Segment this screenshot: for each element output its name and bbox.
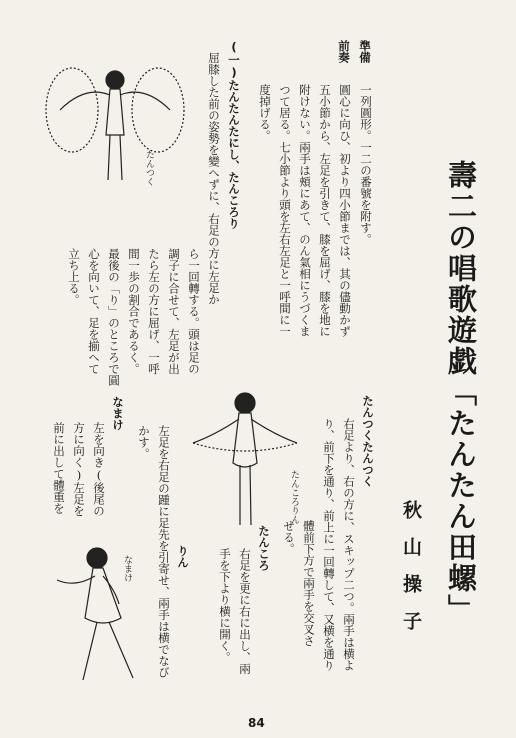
section1-line: 調子に合せて、左足が出 xyxy=(167,248,181,375)
tantsuku-line: 右足より、右の方に、スキップ二つ。兩手は横よ xyxy=(342,418,356,671)
namake-line: 方に向く)左足を xyxy=(72,422,86,517)
tantsuku-heading: たんつくたんつく xyxy=(361,395,375,487)
prep-heading: 準備 xyxy=(358,40,372,63)
prelude-line: 五小節から、左足を引きて、膝を屈げ、膝を地に xyxy=(318,84,332,337)
dancer-illustration-tantsuku xyxy=(40,55,190,205)
prelude-line: 圓心に向ひ、初より四小節までは、其の儘動かず xyxy=(338,84,352,337)
rin-line: 左足を右足の踵に足先を引寄せ、兩手は横でなび xyxy=(157,425,171,678)
section1-heading: (一)たんたんたにし、たんころり xyxy=(227,40,241,229)
section1-line: 心を向いて、足を揃へて xyxy=(87,248,101,375)
namake-line: 左を向き(後尾の xyxy=(92,422,106,517)
rin-heading: りん xyxy=(176,545,190,568)
tantsuku-line: 體前下方で兩手を交叉さ xyxy=(302,520,316,647)
figure-caption: たんころりん xyxy=(289,470,299,524)
section1-line: 屈膝した前の姿勢を變へずに、右足の方に左足か xyxy=(207,52,221,305)
section1-line: たら左の方に屈げ、一呼 xyxy=(147,248,161,375)
section1-line: 間一歩の割合であるく。 xyxy=(127,248,141,375)
tantsuku-line: せる。 xyxy=(282,520,296,555)
prep-text: 一列圓形。一二の番號を附す。 xyxy=(359,84,373,245)
figure-caption: なまけ xyxy=(122,555,132,582)
author-name: 秋山操子 xyxy=(400,500,422,648)
page-number: 84 xyxy=(248,716,265,730)
prelude-line: 度掉げる。 xyxy=(258,84,272,142)
tankoro-heading: たんころ xyxy=(257,525,271,571)
prelude-line: 附けない。兩手は頰にあて、のん氣相にうづくま xyxy=(298,84,312,337)
prelude-heading: 前奏 xyxy=(337,40,351,63)
dancer-illustration-namake xyxy=(45,540,170,690)
namake-line: 前に出して體重を xyxy=(52,422,66,514)
tankoro-line: 手を下より横に開く。 xyxy=(218,548,232,663)
article-title: 壽二の唱歌遊戯「たんたん田螺」 xyxy=(444,160,478,625)
tantsuku-line: り、前下を通り、前上に一回轉して、又横を通り xyxy=(322,418,336,671)
figure-caption: たんつく xyxy=(144,150,154,186)
section1-line: 最後の「り」のところで圓 xyxy=(107,248,121,386)
prelude-line: つて居る。七小節より頭を左右左足と一呼間に一 xyxy=(278,84,292,337)
section1-line: ら一回轉する。頭は足の xyxy=(187,248,201,375)
namake-heading: なまけ xyxy=(111,396,125,431)
tankoro-line: 右足を更に右に出し、兩 xyxy=(238,548,252,675)
rin-line: かす。 xyxy=(137,425,151,460)
section1-line: 立ち上る。 xyxy=(67,248,81,306)
